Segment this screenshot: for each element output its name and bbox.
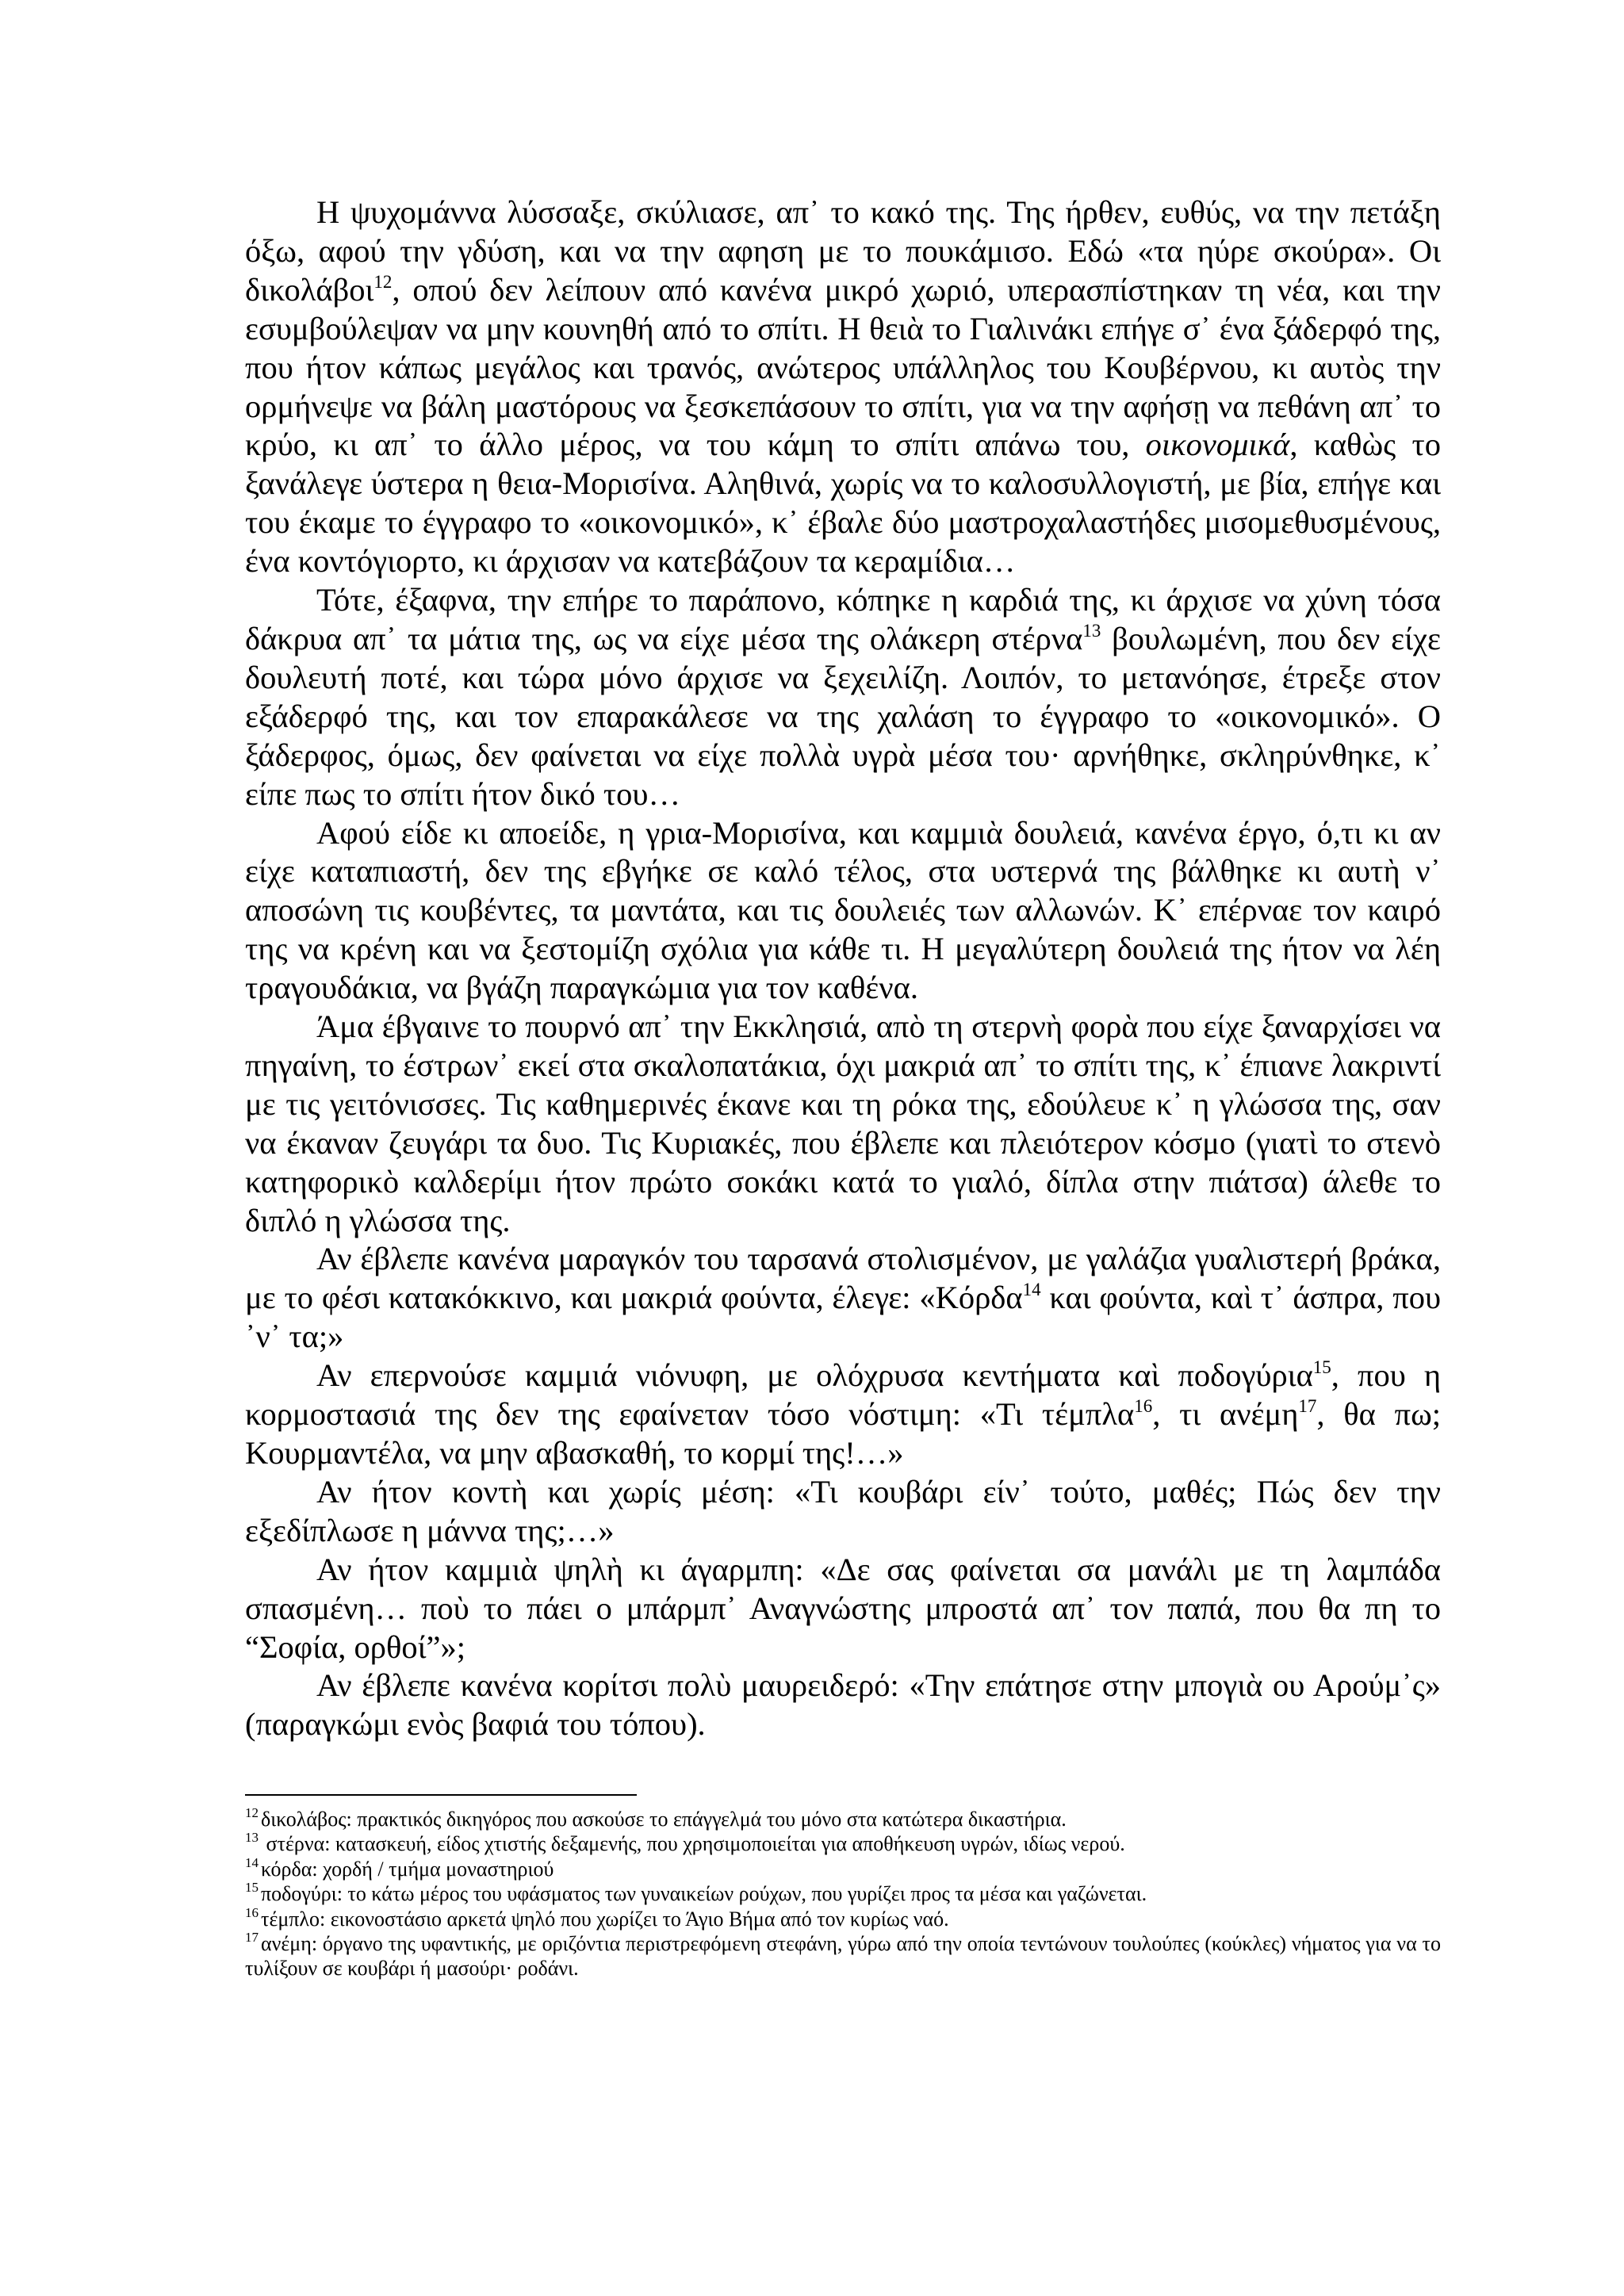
paragraph-text: Αφού είδε κι αποείδε, η γρια-Μορισίνα, και καμμιὰ δουλειά, κανένα έργο, ό,τι κι αν είχε καταπιαστή, δεν της εβγήκε σε καλό τέλος, στα υστερνά της βάλθηκε κι αυτὴ ν᾿ αποσώνη τις κουβέντες, τα μαντάτα, και τις δουλειές των αλλωνών. Κ᾿ επέρναε τον καιρό της να κρένη και να ξεστομίζη σχόλια για κάθε τι. Η μεγαλύτερη δουλειά της ήτον να λέη τραγουδάκια, να βγάζη παραγκώμια για τον καθένα. (245, 814, 1441, 1006)
paragraph-text: , τι ανέμη (1152, 1396, 1299, 1433)
footnote (245, 1831, 1441, 1856)
emphasized-text: οικονομικά (1145, 427, 1290, 463)
paragraph-text: βουλωμένη, που δεν είχε δουλευτή ποτέ, και τώρα μόνο άρχισε να ξεχειλίζη. Λοιπόν, το μετανόησε, έτρεξε στον εξάδερφό της, και τον επαρακάλεσε να της χαλάση το έγγραφο το «οικονομικό». Ο ξάδερφος, όμως, δεν φαίνεται να είχε πολλὰ υγρὰ μέσα του· αρνήθηκε, σκληρύνθηκε, κ᾿ είπε πως το σπίτι ήτον δικό του… (245, 620, 1442, 812)
document-page (245, 193, 1441, 1744)
footnote-number: 13 (245, 1830, 259, 1846)
paragraph (245, 1667, 1441, 1744)
body-text (245, 193, 1441, 1744)
paragraph (245, 1240, 1441, 1357)
footnote-reference[interactable]: 13 (1082, 620, 1101, 641)
paragraph-text: και φούντα, καὶ τ᾿ άσπρα, που ᾿ν᾿ τα;» (245, 1280, 1441, 1355)
paragraph (245, 1551, 1441, 1667)
paragraph-text: Άμα έβγαινε το πουρνό απ᾿ την Εκκλησιά, απὸ τη στερνὴ φορὰ που είχε ξαναρχίσει να πηγαίνη, το έστρων᾿ εκεί στα σκαλοπατάκια, όχι μακριά απ᾿ το σπίτι της, κ᾿ έπιανε λακριντί με τις γειτόνισσες. Τις καθημερινές έκανε και τη ρόκα της, εδούλευε κ᾿ η γλώσσα της, σαν να έκαναν ζευγάρι τα δυο. Τις Κυριακές, που έβλεπε και πλειότερον κόσμο (γιατὶ το στενὸ κατηφορικὸ καλδερίμι ήτον πρώτο σοκάκι κατά το γιαλό, δίπλα στην πιάτσα) άλεθε το διπλό η γλώσσα της. (245, 1008, 1441, 1238)
footnote-reference[interactable]: 12 (373, 271, 393, 292)
paragraph (245, 581, 1441, 813)
paragraph-text: Αν επερνούσε καμμιά νιόνυφη, με ολόχρυσα κεντήματα καὶ ποδογύρια (316, 1357, 1313, 1394)
footnote-number: 12 (245, 1805, 259, 1820)
footnote-reference[interactable]: 16 (1134, 1396, 1153, 1417)
footnote-text: στέρνα: κατασκευή, είδος χτιστής δεξαμενής, που χρησιμοποιείται για αποθήκευση υγρών, ιδίως νερού. (261, 1832, 1125, 1856)
paragraph-text: , που η κορμοστασιά της δεν της εφαίνεταν τόσο νόστιμη: «Τι τέμπλα (245, 1357, 1441, 1433)
footnote-text: δικολάβος: πρακτικός δικηγόρος που ασκούσε το επάγγελμά του μόνο στα κατώτερα δικαστήρια. (261, 1808, 1067, 1831)
footnote-reference[interactable]: 14 (1022, 1280, 1041, 1300)
footnote-number: 15 (245, 1880, 259, 1896)
paragraph-text: Αν ήτον κοντὴ και χωρίς μέση: «Τι κουβάρι είν᾿ τούτο, μαθές; Πώς δεν την εξεδίπλωσε η μάννα της;…» (245, 1473, 1441, 1548)
footnote-separator (245, 1794, 637, 1796)
footnote-text: κόρδα: χορδή / τμήμα μοναστηριού (261, 1857, 554, 1881)
paragraph-text: , καθὼς το ξανάλεγε ύστερα η θεια-Μορισίνα. Αληθινά, χωρίς να το καλοσυλλογιστή, με βία, επήγε και του έκαμε το έγγραφο το «οικονομικό», κ᾿ έβαλε δύο μαστροχαλαστήδες μισομεθυσμένους, ένα κοντόγιορτο, κι άρχισαν να κατεβάζουν τα κεραμίδια… (245, 427, 1441, 580)
paragraph-text: Αν έβλεπε κανένα κορίτσι πολὺ μαυρειδερό: «Την επάτησε στην μπογιὰ ου Αρούμ᾿ς» (παραγκώμι ενὸς βαφιά του τόπου). (245, 1667, 1441, 1743)
footnote (245, 1854, 1441, 1881)
footnote-number: 16 (245, 1904, 259, 1920)
footnote-number: 17 (245, 1930, 259, 1946)
footnote (245, 1881, 1441, 1906)
footnote-text: ποδογύρι: το κάτω μέρος του υφάσματος των γυναικείων ρούχων, που γυρίζει προς τα μέσα και γαζώνεται. (261, 1882, 1147, 1906)
footnotes-section (245, 1794, 1441, 1981)
paragraph-text: Αν έβλεπε κανένα μαραγκόν του ταρσανά στολισμένον, με γαλάζια γυαλιστερή βράκα, με το φέσι κατακόκκινο, και μακριά φούντα, έλεγε: «Κόρδα (245, 1241, 1441, 1316)
footnote-text: τέμπλο: εικονοστάσιο αρκετά ψηλό που χωρίζει το Άγιο Βήμα από τον κυρίως ναό. (261, 1907, 949, 1931)
footnote (245, 1807, 1441, 1831)
paragraph (245, 193, 1441, 581)
paragraph-text: , θα πω; Κουρμαντέλα, να μην αβασκαθή, το κορμί της!…» (245, 1396, 1441, 1471)
paragraph (245, 1008, 1441, 1240)
footnote-list (245, 1807, 1441, 1981)
footnote-reference[interactable]: 15 (1312, 1357, 1331, 1378)
paragraph-text: Τότε, έξαφνα, την επήρε το παράπονο, κόπηκε η καρδιά της, κι άρχισε να χύνη τόσα δάκρυα απ᾿ τα μάτια της, ως να είχε μέσα της ολάκερη στέρνα (245, 582, 1441, 656)
paragraph-text: Η ψυχομάννα λύσσαξε, σκύλιασε, απ᾿ το κακό της. Της ήρθεν, ευθύς, να την πετάξη όξω, αφού την γδύση, και να την αφηση με το πουκάμισο. Εδώ «τα ηύρε σκούρα». Οι δικολάβοι (245, 194, 1441, 308)
paragraph-text: , οπού δεν λείπουν από κανένα μικρό χωριό, υπερασπίστηκαν τη νέα, και την εσυμβούλεψαν να μην κουνηθή από το σπίτι. Η θειὰ το Γιαλινάκι επήγε σ᾿ ένα ξάδερφό της, που ήτον κάπως μεγάλος και τρανός, ανώτερος υπάλληλος του Κουβέρνου, κι αυτὸς την ορμήνεψε να βάλη μαστόρους να ξεσκεπάσουν το σπίτι, για να την αφήσῃ να πεθάνη απ᾿ το κρύο, κι απ᾿ το άλλο μέρος, να του κάμη το σπίτι απάνω του, (245, 271, 1441, 463)
paragraph (245, 1473, 1441, 1551)
paragraph-text: Αν ήτον καμμιὰ ψηλὴ κι άγαρμπη: «Δε σας φαίνεται σα μανάλι με τη λαμπάδα σπασμένη… ποὺ το πάει ο μπάρμπ᾿ Αναγνώστης μπροστά απ᾿ τον παπά, που θα πη το “Σοφία, ορθοί”»; (245, 1551, 1441, 1665)
paragraph (245, 1357, 1441, 1473)
paragraph (245, 814, 1441, 1008)
footnote-text: ανέμη: όργανο της υφαντικής, με οριζόντια περιστρεφόμενη στεφάνη, γύρω από την οποία τεντώνουν τουλούπες (κούκλες) νήματος για να το τυλίξουν σε κουβάρι ή μασούρι· ροδάνι. (245, 1932, 1441, 1980)
footnote (245, 1931, 1441, 1981)
footnote (245, 1904, 1441, 1931)
footnote-number: 14 (245, 1854, 259, 1870)
footnote-reference[interactable]: 17 (1298, 1396, 1317, 1417)
